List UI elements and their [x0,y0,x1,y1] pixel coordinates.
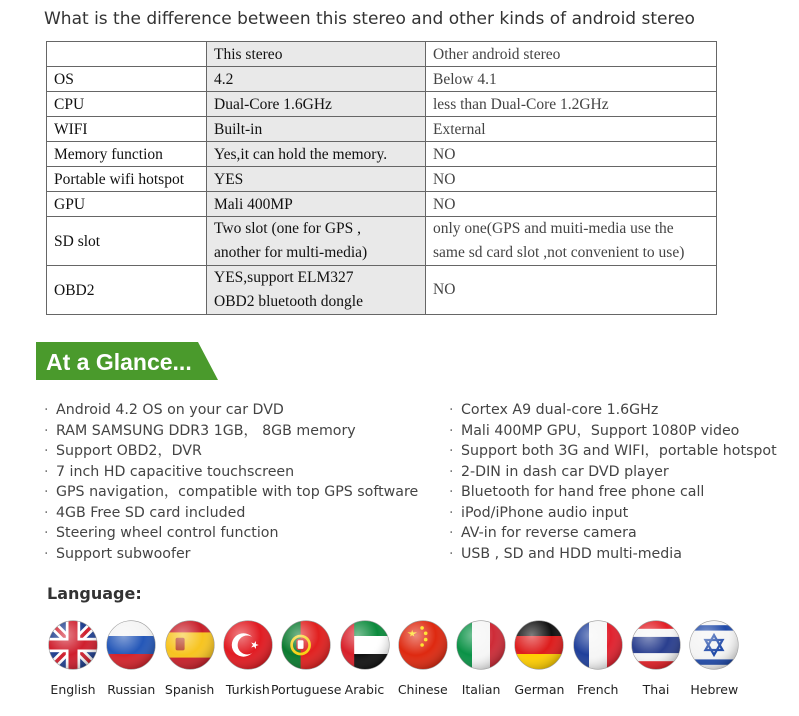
page-heading: What is the difference between this stereo and other kinds of android stereo [44,9,695,29]
table-row [47,217,717,266]
thailand-flag-icon [629,618,683,672]
other-stereo-cell [426,167,717,192]
language-title: Language: [47,584,142,603]
cell-line: Two slot (one for GPS , [214,220,362,237]
this-stereo-cell [207,167,426,192]
this-stereo-cell [207,117,426,142]
feature-cell: CPU [47,92,207,117]
flag-label: Russian [107,682,156,697]
cell-line: YES [214,170,244,188]
comparison-table [46,41,717,315]
cell-line: only one(GPS and muiti-media use the [433,220,674,237]
cell-line: same sd card slot ,not convenient to use) [433,244,685,261]
feature-item: · Support both 3G and WIFI，portable hotspot [449,441,777,462]
france-flag-icon [571,618,625,672]
table-row [47,192,717,217]
flag-label: Portuguese [270,682,342,697]
portugal-flag-icon [279,618,333,672]
cell-line: NO [433,281,456,298]
cell-line: OBD2 bluetooth dongle [214,293,363,310]
cell-line: NO [433,145,456,163]
flag-label: Hebrew [690,682,739,697]
feature-item: · Support OBD2，DVR [44,441,418,462]
other-stereo-cell [426,142,717,167]
feature-item: · Android 4.2 OS on your car DVD [44,400,418,421]
feature-item: · Mali 400MP GPU，Support 1080P video [449,421,777,442]
feature-item: · iPod/iPhone audio input [449,503,777,524]
cell-line: Built-in [214,120,263,138]
this-stereo-cell [207,67,426,92]
feature-item: · Bluetooth for hand free phone call [449,482,777,503]
cell-line: less than Dual-Core 1.2GHz [433,95,609,113]
cell-line: NO [433,195,456,213]
other-stereo-cell [426,192,717,217]
cell-line: Dual-Core 1.6GHz [214,95,332,113]
uae-flag-icon [338,618,392,672]
feature-cell: GPU [47,192,207,217]
feature-item: · RAM SAMSUNG DDR3 1GB， 8GB memory [44,421,418,442]
flag-label: Thai [642,682,670,697]
feature-item: · Cortex A9 dual-core 1.6GHz [449,400,777,421]
this-stereo-cell [207,142,426,167]
glance-title: At a Glance... [46,349,192,375]
table-row [47,117,717,142]
feature-list-right [449,400,777,564]
cell-line: Mali 400MP [214,195,293,213]
feature-item: · 4GB Free SD card included [44,503,418,524]
flag-label: Arabic [344,682,385,697]
feature-cell: OBD2 [47,266,207,315]
feature-item: · USB , SD and HDD multi-media [449,544,777,565]
other-stereo-cell [426,92,717,117]
feature-item: · Support subwoofer [44,544,418,565]
cell-line: 4.2 [214,70,234,88]
feature-item: · AV-in for reverse camera [449,523,777,544]
this-stereo-cell [207,217,426,266]
flag-label: Italian [461,682,501,697]
table-header-cell: Other android stereo [426,42,717,67]
feature-item: · Steering wheel control function [44,523,418,544]
table-row [47,67,717,92]
cell-line: YES,support ELM327 [214,269,354,286]
germany-flag-icon [512,618,566,672]
feature-list-left [44,400,418,564]
other-stereo-cell [426,67,717,92]
table-header-row [47,42,717,67]
feature-cell: Memory function [47,142,207,167]
cell-line: NO [433,170,456,188]
feature-item: · 2-DIN in dash car DVD player [449,462,777,483]
flag-label: German [514,682,565,697]
flag-label: French [576,682,619,697]
this-stereo-cell [207,192,426,217]
spain-flag-icon [163,618,217,672]
turkey-flag-icon [221,618,275,672]
italy-flag-icon [454,618,508,672]
table-header-cell: This stereo [207,42,426,67]
feature-cell: Portable wifi hotspot [47,167,207,192]
flag-label: Turkish [225,682,270,697]
cell-line: Yes,it can hold the memory. [214,145,388,163]
table-row [47,266,717,315]
table-row [47,142,717,167]
table-row [47,167,717,192]
other-stereo-cell [426,117,717,142]
other-stereo-cell [426,217,717,266]
flag-label: English [50,682,96,697]
israel-flag-icon [687,618,741,672]
table-header-cell [47,42,207,67]
feature-item: · 7 inch HD capacitive touchscreen [44,462,418,483]
russia-flag-icon [104,618,158,672]
feature-cell: SD slot [47,217,207,266]
cell-line: External [433,120,486,138]
cell-line: another for multi-media) [214,244,368,261]
china-flag-icon [396,618,450,672]
cell-line: Below 4.1 [433,70,497,88]
table-row [47,92,717,117]
uk-flag-icon [46,618,100,672]
flag-label: Spanish [164,682,215,697]
flag-label: Chinese [397,682,448,697]
other-stereo-cell [426,266,717,315]
this-stereo-cell [207,92,426,117]
feature-cell: WIFI [47,117,207,142]
feature-cell: OS [47,67,207,92]
this-stereo-cell [207,266,426,315]
feature-item: · GPS navigation，compatible with top GPS software [44,482,418,503]
